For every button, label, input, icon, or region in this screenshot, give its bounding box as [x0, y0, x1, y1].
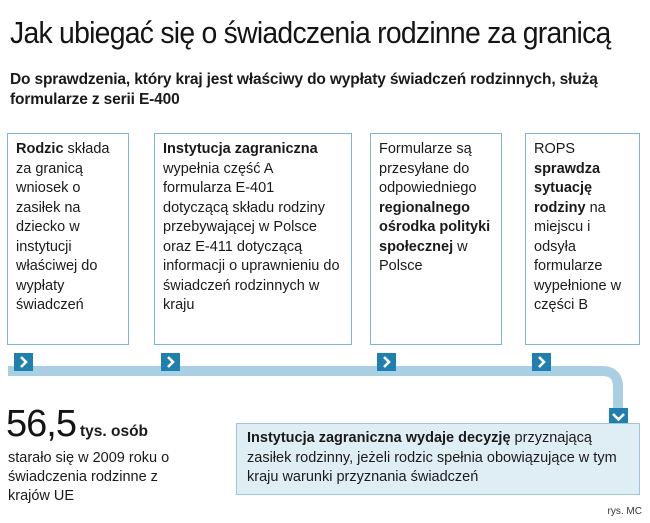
chevron-right-icon: [14, 353, 33, 371]
step-3-pre: Formularze są przesyłane do odpowiedniego: [379, 141, 477, 196]
decision-text: przyznającą zasiłek rodzinny, jeżeli rodzic spełnia obowiązujące w tym kraju warunki przyznania świadczeń: [247, 430, 617, 485]
step-card-4: [525, 133, 640, 345]
step-4-bold: sprawdza sytuację rodziny: [534, 160, 601, 216]
step-card-2: [154, 133, 352, 345]
page-title: Jak ubiegać się o świadczenia rodzinne za granicą: [10, 16, 611, 50]
step-4-post: na miejscu i odsyła formularze wypełnione w części B: [534, 199, 622, 313]
stat-value: 56,5: [6, 403, 76, 445]
stat-unit: tys. osób: [79, 423, 149, 440]
step-4-pre: ROPS: [534, 141, 576, 157]
decision-bold: Instytucja zagraniczna wydaje decyzję: [247, 430, 511, 446]
stat-description: starało się w 2009 roku o świadczenia rodzinne z krajów UE: [8, 450, 170, 504]
chevron-right-icon: [377, 353, 396, 371]
step-2-text: wypełnia część A formularza E-401 dotyczącą składu rodziny przebywającej w Polsce oraz E-411 dotyczącą informacji o uprawnieniu do świadczeń rodzinnych w kraju: [163, 160, 340, 313]
step-card-3: [370, 133, 502, 345]
step-1-bold: Rodzic: [16, 141, 64, 157]
chevron-right-icon: [161, 353, 180, 371]
decision-box: [236, 423, 640, 495]
step-3-post: w Polsce: [379, 238, 468, 274]
step-2-bold: Instytucja zagraniczna: [163, 141, 318, 157]
step-1-text: składa za granicą wniosek o zasiłek na dziecko w instytucji właściwej do wypłaty świadczeń: [16, 141, 110, 313]
source-credit: rys. MC: [607, 506, 642, 517]
chevron-right-icon: [532, 353, 551, 371]
step-3-bold: regionalnego ośrodka polityki społecznej: [379, 199, 491, 255]
step-card-1: [7, 133, 129, 345]
stat-headline: [6, 403, 148, 446]
page-subtitle: Do sprawdzenia, który kraj jest właściwy do wypłaty świadczeń rodzinnych, służą formularze z serii E-400: [10, 71, 598, 108]
